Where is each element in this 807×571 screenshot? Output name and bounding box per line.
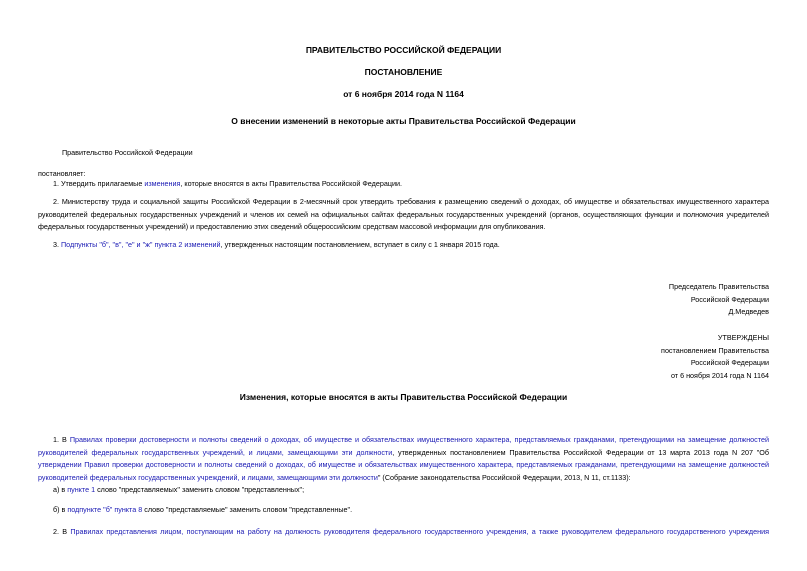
- rules-submission-link[interactable]: Правилах представления лицом, поступающим на работу на должность руководителя федерального государственного учреждения, а также руководителем федерального государственного учреждения: [70, 527, 769, 536]
- paragraph-1: [53, 178, 402, 191]
- paragraph-1-post: , которые вносятся в акты Правительства Российской Федерации.: [180, 179, 402, 188]
- approval-line-1: УТВЕРЖДЕНЫ: [717, 333, 769, 342]
- approval-line-4: от 6 ноября 2014 года N 1164: [670, 370, 769, 380]
- paragraph-1-pre: 1. Утвердить прилагаемые: [53, 179, 145, 188]
- paragraph-2: 2. Министерству труда и социальной защиты Российской Федерации в 2-месячный срок утвердить требования к размещению сведений о доходах, об имуществе и обязательствах имущественного характера руководителей федеральных государственных учреждений и членов их семей на официальных сайтах федеральных государственных учреждений (органов, осуществляющих функции и полномочия учредителей федеральных государственных учреждений) и предоставлению этих сведений общероссийским средствам массовой информации для опубликования.: [38, 197, 769, 231]
- change-1-post: " (Собрание законодательства Российской Федерации, 2013, N 11, ст.1133):: [377, 472, 631, 482]
- paragraph-3: [53, 239, 500, 252]
- change-1-pre: 1. В: [53, 435, 70, 444]
- rules-link[interactable]: Правилах проверки достоверности и полноты сведений о доходах, об имуществе и обязательствах имущественного характера, представляемых гражданами, претендующими на замещение должностей руководителей федеральных государственных учреждений, и лицами, замещающими эти должности: [38, 435, 769, 457]
- change-2: [38, 526, 769, 539]
- signature-position: Председатель Правительства: [668, 282, 769, 291]
- signature-name: Д.Медведев: [728, 307, 769, 316]
- subitems-link[interactable]: Подпункты "б", "в", "е" и "ж" пункта 2 изменений: [61, 240, 221, 249]
- header-org: ПРАВИТЕЛЬСТВО РОССИЙСКОЙ ФЕДЕРАЦИИ: [305, 45, 502, 55]
- change-1-a-pre: а) в: [53, 485, 68, 494]
- signature-country: Российской Федерации: [690, 294, 769, 304]
- decides: постановляет:: [38, 169, 86, 178]
- subpoint-b-link[interactable]: подпункте "б" пункта 8: [67, 505, 143, 514]
- header-doc-type: ПОСТАНОВЛЕНИЕ: [364, 67, 443, 77]
- approval-block: [661, 332, 769, 382]
- issuer: Правительство Российской Федерации: [62, 148, 193, 157]
- document-title: О внесении изменений в некоторые акты Правительства Российской Федерации: [231, 116, 576, 126]
- change-2-pre: 2. В: [53, 527, 71, 536]
- change-1-b: [53, 504, 352, 517]
- change-1: [38, 434, 769, 484]
- resolution-link[interactable]: утверждении Правил проверки достоверности и полноты сведений о доходах, об имуществе и обязательствах имущественного характера, представляемых гражданами, претендующими на замещение должностей руководителей федеральных государственных учреждений, и лицами, замещающими эти должности: [38, 460, 769, 482]
- approval-line-3: Российской Федерации: [690, 358, 769, 367]
- header-date-number: от 6 ноября 2014 года N 1164: [343, 89, 464, 99]
- change-1-b-pre: б) в: [53, 505, 68, 514]
- change-1-b-post: слово "представляемые" заменить словом "представленные".: [142, 505, 353, 514]
- change-1-a: [53, 484, 304, 497]
- paragraph-3-post: , утвержденных настоящим постановлением, вступает в силу с 1 января 2015 года.: [220, 240, 500, 249]
- change-1-mid: , утвержденных постановлением Правительства Российской Федерации от 13 марта 2013 года N 207 "Об: [392, 447, 769, 457]
- changes-title: Изменения, которые вносятся в акты Правительства Российской Федерации: [239, 392, 568, 402]
- approval-line-2: постановлением Правительства: [661, 345, 769, 355]
- paragraph-3-pre: 3.: [53, 240, 61, 249]
- point-1-link[interactable]: пункте 1: [67, 485, 96, 494]
- signature-block: [669, 281, 769, 319]
- changes-link[interactable]: изменения: [144, 179, 181, 188]
- change-1-a-post: слово "представляемых" заменить словом "представленных";: [95, 485, 305, 494]
